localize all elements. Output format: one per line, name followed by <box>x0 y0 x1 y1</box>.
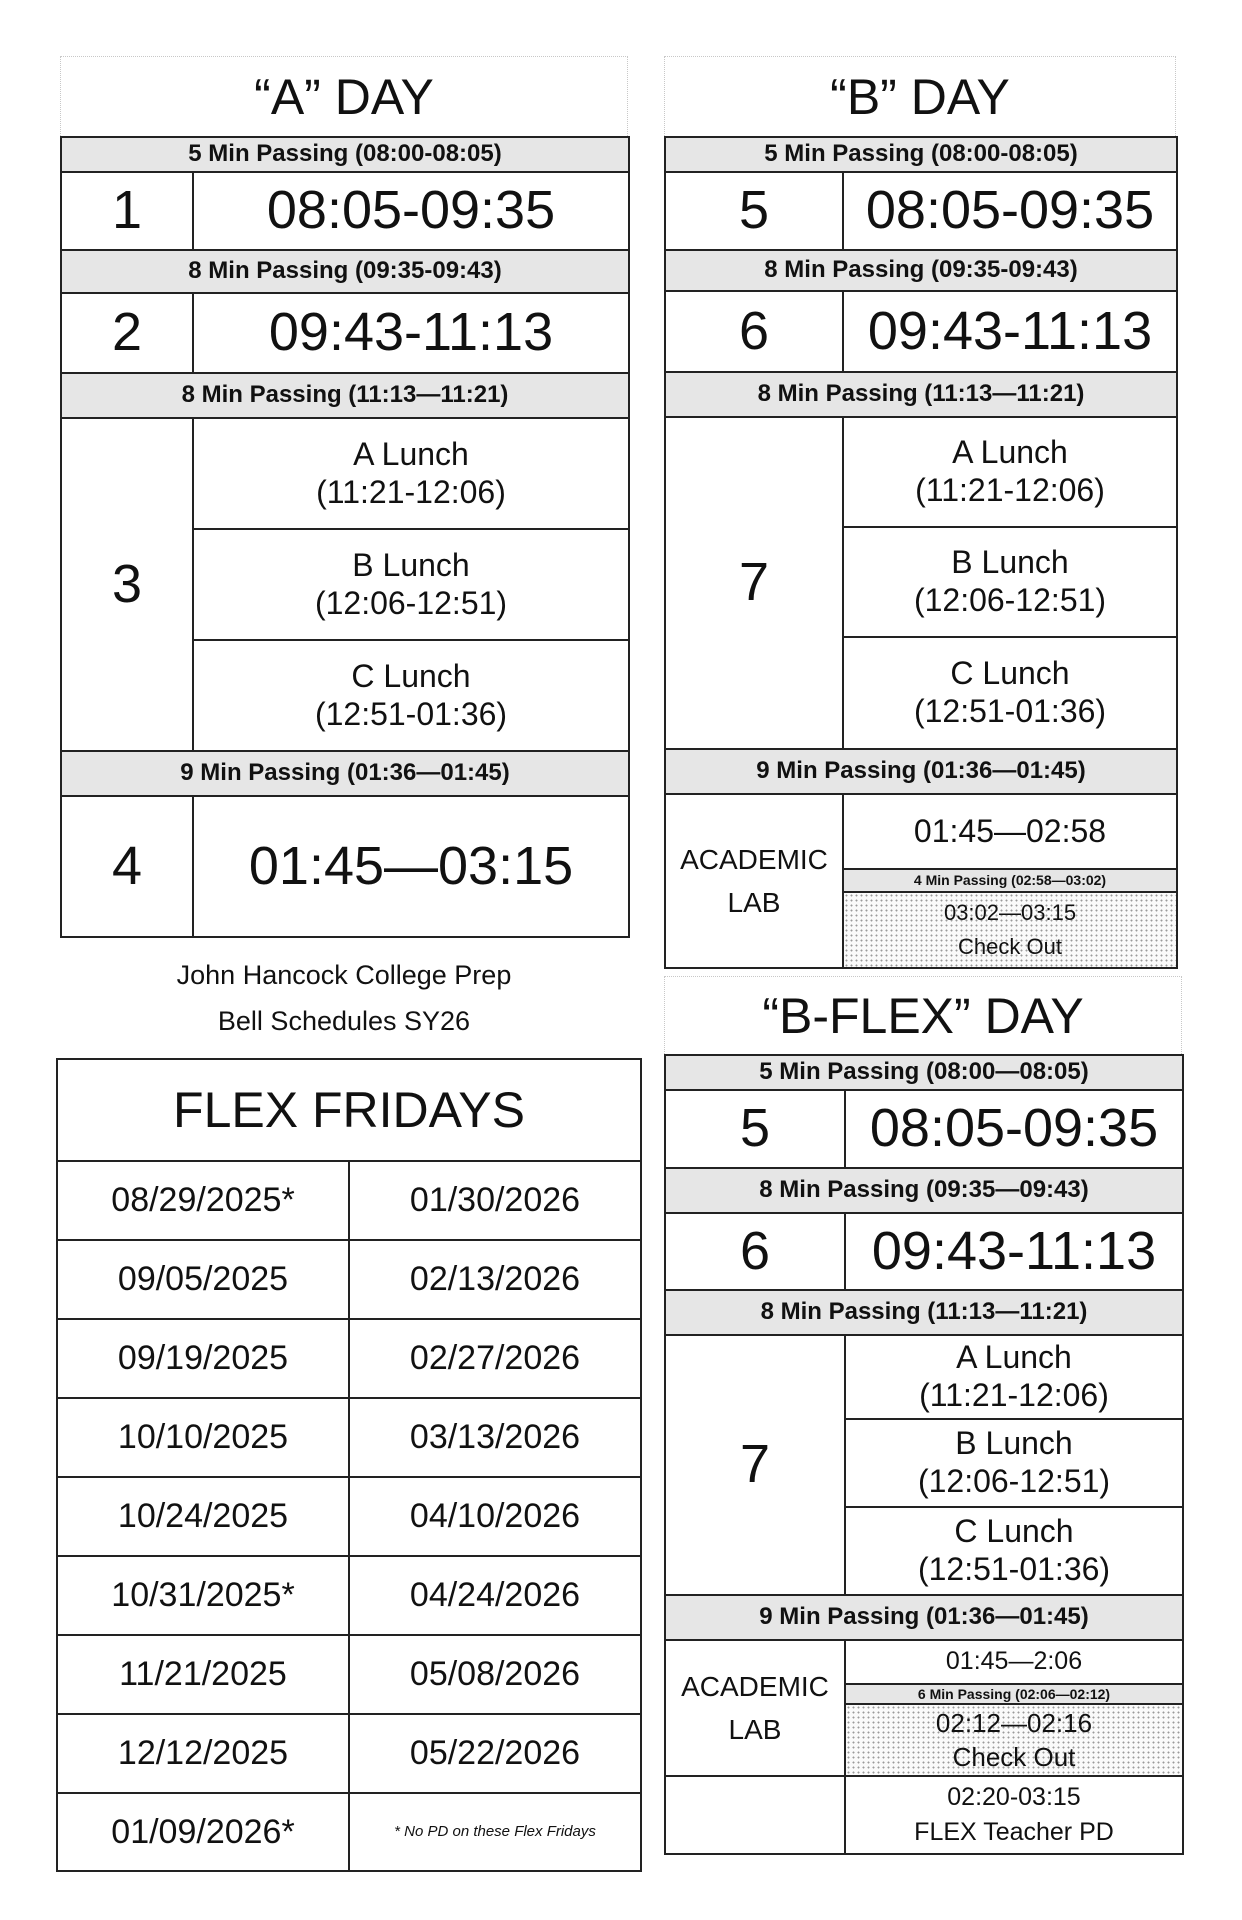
period-number: 1 <box>61 172 193 250</box>
lunch-b-cell <box>843 527 1177 637</box>
school-caption <box>60 952 628 1044</box>
period-number: 7 <box>665 417 843 749</box>
lunch-time: (12:06-12:51) <box>314 584 508 621</box>
period-number: 7 <box>665 1335 845 1595</box>
flex-date: 09/05/2025 <box>57 1240 349 1319</box>
lunch-label: A Lunch <box>952 434 1068 471</box>
flex-date: 11/21/2025 <box>57 1635 349 1714</box>
period-time: 01:45—03:15 <box>193 796 629 937</box>
school-name: John Hancock College Prep <box>176 960 512 990</box>
lunch-time: (11:21-12:06) <box>919 1377 1109 1413</box>
flex-date: 10/10/2025 <box>57 1398 349 1477</box>
flex-date: 04/24/2026 <box>349 1556 641 1635</box>
empty-cell <box>665 1776 845 1854</box>
lunch-label: A Lunch <box>353 435 469 472</box>
lunch-time: (11:21-12:06) <box>915 472 1105 508</box>
lunch-time: (12:06-12:51) <box>917 1463 1111 1499</box>
passing-row: 8 Min Passing (09:35-09:43) <box>61 250 629 293</box>
period-number: 5 <box>665 1090 845 1168</box>
period-time: 09:43-11:13 <box>193 293 629 373</box>
lab-time: 01:45—2:06 <box>845 1640 1183 1684</box>
lunch-a-cell <box>193 418 629 529</box>
flex-date: 10/24/2025 <box>57 1477 349 1556</box>
checkout-time: 03:02—03:15 <box>943 899 1077 925</box>
lunch-time: (12:51-01:36) <box>913 693 1107 729</box>
lunch-time: (11:21-12:06) <box>316 473 506 510</box>
pd-label: FLEX Teacher PD <box>914 1818 1114 1846</box>
lunch-label: B Lunch <box>951 544 1069 581</box>
checkout-label: Check Out <box>958 934 1062 959</box>
lab-label-line1: ACADEMIC <box>681 1670 829 1702</box>
lunch-label: B Lunch <box>352 546 470 583</box>
flex-date: 10/31/2025* <box>57 1556 349 1635</box>
flex-date: 05/22/2026 <box>349 1714 641 1793</box>
schedule-subtitle: Bell Schedules SY26 <box>217 1006 471 1036</box>
lunch-time: (12:06-12:51) <box>913 582 1107 618</box>
lab-label-line2: LAB <box>727 887 781 918</box>
passing-row: 9 Min Passing (01:36—01:45) <box>61 751 629 796</box>
passing-row: 9 Min Passing (01:36—01:45) <box>665 749 1177 794</box>
lunch-label: C Lunch <box>954 1513 1074 1550</box>
lab-passing-row: 4 Min Passing (02:58—03:02) <box>843 869 1177 892</box>
period-number: 2 <box>61 293 193 373</box>
b-day-schedule <box>664 136 1178 969</box>
lab-label-line2: LAB <box>728 1714 782 1745</box>
lunch-c-cell <box>193 640 629 751</box>
passing-row: 5 Min Passing (08:00—08:05) <box>665 1055 1183 1090</box>
flex-date: 01/30/2026 <box>349 1161 641 1240</box>
period-time: 08:05-09:35 <box>845 1090 1183 1168</box>
academic-lab-cell <box>665 1640 845 1776</box>
passing-row: 5 Min Passing (08:00-08:05) <box>61 137 629 172</box>
lunch-c-cell <box>843 637 1177 749</box>
flex-fridays-table <box>56 1058 642 1872</box>
flex-date: 03/13/2026 <box>349 1398 641 1477</box>
period-number: 4 <box>61 796 193 937</box>
lab-passing-row: 6 Min Passing (02:06—02:12) <box>845 1684 1183 1704</box>
lunch-c-cell <box>845 1507 1183 1595</box>
flex-date: 05/08/2026 <box>349 1635 641 1714</box>
checkout-label: Check Out <box>952 1742 1076 1772</box>
lunch-label: C Lunch <box>950 655 1070 692</box>
teacher-pd-cell <box>845 1776 1183 1854</box>
lunch-b-cell <box>193 529 629 640</box>
bflex-day-schedule <box>664 1054 1184 1855</box>
lab-label-line1: ACADEMIC <box>680 843 828 875</box>
passing-row: 8 Min Passing (11:13—11:21) <box>665 372 1177 417</box>
passing-row: 8 Min Passing (11:13—11:21) <box>61 373 629 418</box>
period-number: 6 <box>665 291 843 372</box>
checkout-cell <box>843 892 1177 968</box>
period-number: 6 <box>665 1213 845 1290</box>
flex-date: 04/10/2026 <box>349 1477 641 1556</box>
flex-date: 12/12/2025 <box>57 1714 349 1793</box>
period-number: 5 <box>665 172 843 250</box>
flex-date: 08/29/2025* <box>57 1161 349 1240</box>
passing-row: 8 Min Passing (09:35—09:43) <box>665 1168 1183 1213</box>
period-time: 09:43-11:13 <box>843 291 1177 372</box>
no-pd-footnote: * No PD on these Flex Fridays <box>349 1793 641 1871</box>
checkout-time: 02:12—02:16 <box>935 1707 1093 1738</box>
bflex-day-title: “B-FLEX” DAY <box>664 976 1182 1054</box>
passing-row: 8 Min Passing (09:35-09:43) <box>665 250 1177 291</box>
lunch-label: A Lunch <box>956 1339 1072 1376</box>
period-time: 09:43-11:13 <box>845 1213 1183 1290</box>
lunch-a-cell <box>843 417 1177 527</box>
lunch-label: C Lunch <box>351 657 471 694</box>
lunch-b-cell <box>845 1419 1183 1507</box>
passing-row: 8 Min Passing (11:13—11:21) <box>665 1290 1183 1335</box>
pd-time: 02:20-03:15 <box>947 1783 1081 1811</box>
flex-date: 02/27/2026 <box>349 1319 641 1398</box>
lunch-time: (12:51-01:36) <box>917 1551 1111 1587</box>
passing-row: 5 Min Passing (08:00-08:05) <box>665 137 1177 172</box>
period-time: 08:05-09:35 <box>193 172 629 250</box>
passing-row: 9 Min Passing (01:36—01:45) <box>665 1595 1183 1640</box>
lunch-time: (12:51-01:36) <box>314 695 508 732</box>
period-time: 08:05-09:35 <box>843 172 1177 250</box>
flex-date: 02/13/2026 <box>349 1240 641 1319</box>
flex-date: 01/09/2026* <box>57 1793 349 1871</box>
academic-lab-cell <box>665 794 843 968</box>
flex-fridays-title: FLEX FRIDAYS <box>57 1059 641 1161</box>
a-day-title: “A” DAY <box>60 56 628 136</box>
b-day-title: “B” DAY <box>664 56 1176 136</box>
period-number: 3 <box>61 418 193 751</box>
lunch-label: B Lunch <box>955 1425 1073 1462</box>
a-day-schedule <box>60 136 630 938</box>
lunch-a-cell <box>845 1335 1183 1419</box>
flex-date: 09/19/2025 <box>57 1319 349 1398</box>
lab-time: 01:45—02:58 <box>843 794 1177 869</box>
checkout-cell <box>845 1704 1183 1776</box>
